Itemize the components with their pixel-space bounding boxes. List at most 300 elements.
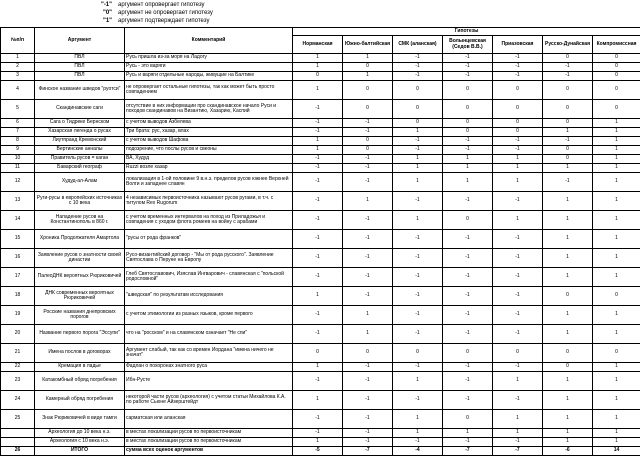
cell-comment[interactable]: подозрение, что послы русов и свеоны <box>125 146 293 155</box>
cell-score[interactable]: -1 <box>343 363 393 372</box>
cell-score[interactable]: 0 <box>443 410 493 429</box>
cell-argument[interactable]: ПВЛ <box>35 54 125 63</box>
cell-score[interactable]: 1 <box>543 164 593 173</box>
cell-score[interactable]: 1 <box>543 249 593 268</box>
cell-num[interactable]: 3 <box>1 72 35 81</box>
cell-argument[interactable]: Катакомбный обряд погребения <box>35 372 125 391</box>
cell-comment[interactable]: с учетом этимологии из разных языков, кроме первого <box>125 306 293 325</box>
cell-score[interactable]: 0 <box>543 100 593 119</box>
legend-key: "-1" <box>96 1 112 9</box>
cell-score[interactable]: 1 <box>343 54 393 63</box>
cell-score[interactable]: -1 <box>293 128 343 137</box>
cell-score[interactable]: 0 <box>593 100 640 119</box>
cell-score[interactable]: -1 <box>393 391 443 410</box>
cell-num[interactable]: 25 <box>1 410 35 429</box>
cell-score[interactable]: -1 <box>443 137 493 146</box>
header-comment[interactable]: Комментарий <box>125 28 293 54</box>
cell-score[interactable]: 1 <box>593 410 640 429</box>
cell-score[interactable]: 1 <box>593 146 640 155</box>
cell-score[interactable]: -1 <box>493 438 543 447</box>
cell-score[interactable]: -1 <box>293 268 343 287</box>
cell-score[interactable]: -1 <box>343 230 393 249</box>
cell-comment[interactable]: сарматская или аланская <box>125 410 293 429</box>
cell-score[interactable]: 0 <box>343 146 393 155</box>
cell-score[interactable]: 1 <box>543 211 593 230</box>
cell-score[interactable]: -5 <box>293 447 343 456</box>
cell-score[interactable]: -1 <box>443 192 493 211</box>
cell-score[interactable]: -1 <box>343 372 393 391</box>
cell-score[interactable]: 1 <box>493 155 543 164</box>
cell-argument[interactable]: Вертинские анналы <box>35 146 125 155</box>
cell-score[interactable]: 1 <box>593 249 640 268</box>
cell-comment[interactable]: в местах локализации русов по первоисточникам <box>125 429 293 438</box>
cell-score[interactable]: -1 <box>293 230 343 249</box>
cell-score[interactable]: -1 <box>443 54 493 63</box>
cell-num[interactable]: 20 <box>1 325 35 344</box>
cell-score[interactable]: 14 <box>593 447 640 456</box>
cell-score[interactable]: 1 <box>593 192 640 211</box>
cell-num[interactable]: 19 <box>1 306 35 325</box>
cell-argument[interactable]: Руги-русы в европейских источниках с 10 века <box>35 192 125 211</box>
cell-score[interactable]: 1 <box>393 372 443 391</box>
cell-score[interactable]: -1 <box>393 192 443 211</box>
cell-score[interactable]: 1 <box>493 164 543 173</box>
cell-num[interactable]: 26 <box>1 447 35 456</box>
cell-score[interactable]: 0 <box>543 287 593 306</box>
cell-score[interactable]: -1 <box>393 268 443 287</box>
cell-score[interactable]: -1 <box>493 54 543 63</box>
cell-score[interactable]: 1 <box>443 429 493 438</box>
cell-argument[interactable]: Худуд-ал-Алам <box>35 173 125 192</box>
cell-score[interactable]: 0 <box>493 100 543 119</box>
cell-score[interactable]: -4 <box>393 447 443 456</box>
header-hypothesis[interactable]: Южно-балтийская <box>343 36 393 54</box>
cell-score[interactable]: -1 <box>443 230 493 249</box>
cell-score[interactable]: -1 <box>343 211 393 230</box>
cell-argument[interactable]: Имена послов в договорах <box>35 344 125 363</box>
cell-argument[interactable]: Хазарская легенда о русах <box>35 128 125 137</box>
cell-num[interactable]: 15 <box>1 230 35 249</box>
cell-score[interactable]: -1 <box>443 287 493 306</box>
cell-argument[interactable]: ПВЛ <box>35 72 125 81</box>
cell-num[interactable] <box>1 429 35 438</box>
cell-score[interactable]: 0 <box>443 119 493 128</box>
table-row <box>1 100 640 119</box>
cell-score[interactable]: 0 <box>393 119 443 128</box>
cell-comment[interactable]: Ибн-Русте <box>125 372 293 391</box>
cell-score[interactable]: -1 <box>293 173 343 192</box>
cell-num[interactable]: 9 <box>1 146 35 155</box>
cell-argument[interactable]: ПалеоДНК вероятных Рюриковичей <box>35 268 125 287</box>
cell-num[interactable]: 5 <box>1 100 35 119</box>
cell-score[interactable]: -1 <box>393 54 443 63</box>
cell-score[interactable]: -1 <box>293 429 343 438</box>
cell-argument[interactable]: Археология с 10 века н.э. <box>35 438 125 447</box>
cell-comment[interactable]: Фадлан о похоронах знатного руса <box>125 363 293 372</box>
cell-num[interactable]: 10 <box>1 155 35 164</box>
cell-score[interactable]: 0 <box>343 100 393 119</box>
cell-score[interactable]: 1 <box>393 211 443 230</box>
cell-score[interactable]: 1 <box>593 438 640 447</box>
cell-score[interactable]: -1 <box>393 438 443 447</box>
cell-score[interactable]: -1 <box>293 119 343 128</box>
cell-score[interactable]: 0 <box>493 119 543 128</box>
cell-score[interactable]: 1 <box>543 192 593 211</box>
cell-score[interactable]: 0 <box>593 287 640 306</box>
cell-score[interactable]: 1 <box>493 211 543 230</box>
cell-num[interactable]: 14 <box>1 211 35 230</box>
cell-score[interactable]: -1 <box>343 438 393 447</box>
cell-score[interactable]: 1 <box>543 410 593 429</box>
cell-score[interactable]: 0 <box>543 363 593 372</box>
cell-argument[interactable]: ПВЛ <box>35 63 125 72</box>
cell-score[interactable]: -1 <box>293 410 343 429</box>
cell-score[interactable]: 1 <box>343 72 393 81</box>
cell-score[interactable]: 1 <box>593 363 640 372</box>
cell-score[interactable]: -1 <box>393 63 443 72</box>
cell-score[interactable]: 1 <box>543 325 593 344</box>
cell-comment[interactable]: Русь и варяги отдельные народы, живущие на Балтике <box>125 72 293 81</box>
cell-score[interactable]: 1 <box>293 54 343 63</box>
cell-score[interactable]: -1 <box>393 249 443 268</box>
cell-score[interactable]: -1 <box>443 306 493 325</box>
cell-score[interactable]: -1 <box>343 128 393 137</box>
cell-score[interactable]: 0 <box>443 81 493 100</box>
table-row <box>1 230 640 249</box>
cell-score[interactable]: 1 <box>593 128 640 137</box>
cell-score[interactable]: -1 <box>393 306 443 325</box>
cell-comment[interactable]: Русь - это варяги <box>125 63 293 72</box>
cell-score[interactable]: 1 <box>443 155 493 164</box>
table-row <box>1 306 640 325</box>
cell-num[interactable]: 1 <box>1 54 35 63</box>
cell-score[interactable]: 1 <box>293 81 343 100</box>
cell-score[interactable]: 1 <box>343 192 393 211</box>
cell-score[interactable]: 0 <box>543 155 593 164</box>
cell-score[interactable]: 0 <box>393 100 443 119</box>
cell-comment[interactable]: Русо-византийский договор - "Мы от рода русского". Заявление Святослава о Перуне на Европу <box>125 249 293 268</box>
cell-score[interactable]: -1 <box>543 173 593 192</box>
cell-score[interactable]: 1 <box>393 155 443 164</box>
cell-score[interactable]: -1 <box>393 137 443 146</box>
cell-score[interactable]: -1 <box>543 72 593 81</box>
cell-score[interactable]: 1 <box>593 429 640 438</box>
cell-score[interactable]: 0 <box>593 54 640 63</box>
cell-argument[interactable]: ДНК современных вероятных Рюриковичей <box>35 287 125 306</box>
cell-score[interactable]: -1 <box>493 391 543 410</box>
cell-comment[interactable]: что на "росском" и на славянском означает "Не спи" <box>125 325 293 344</box>
cell-score[interactable]: 0 <box>443 100 493 119</box>
cell-num[interactable]: 23 <box>1 372 35 391</box>
cell-score[interactable]: 1 <box>343 306 393 325</box>
cell-score[interactable]: 1 <box>593 325 640 344</box>
cell-score[interactable]: 1 <box>393 410 443 429</box>
header-hypothesis[interactable]: Волынцевская (Седов В.В.) <box>443 36 493 54</box>
cell-score[interactable]: 0 <box>593 72 640 81</box>
cell-score[interactable]: -1 <box>493 146 543 155</box>
cell-score[interactable]: -1 <box>443 325 493 344</box>
cell-score[interactable]: -1 <box>543 63 593 72</box>
cell-score[interactable]: -1 <box>343 119 393 128</box>
cell-num[interactable] <box>1 438 35 447</box>
cell-score[interactable]: 0 <box>593 63 640 72</box>
cell-score[interactable]: -6 <box>543 447 593 456</box>
cell-comment[interactable]: Аргумент слабый, так как со времен Иордана "имена ничего не значат" <box>125 344 293 363</box>
cell-score[interactable]: 0 <box>293 72 343 81</box>
cell-score[interactable]: 1 <box>593 391 640 410</box>
cell-score[interactable]: -1 <box>293 100 343 119</box>
cell-comment[interactable]: некоторой части русов (археология) с учетом статьи Михайлова К.А. по работе Сьюне Айзерштейдт <box>125 391 293 410</box>
cell-score[interactable]: 0 <box>393 344 443 363</box>
cell-comment[interactable]: сумма всех оценок аргументов <box>125 447 293 456</box>
cell-score[interactable]: -1 <box>493 249 543 268</box>
cell-argument[interactable]: Финское название шведов "руотси" <box>35 81 125 100</box>
cell-num[interactable]: 22 <box>1 363 35 372</box>
cell-comment[interactable]: отсутствие в них информации про скандинавское начало Руси и походов скандинавов на Византию, Хазарию, Каспий <box>125 100 293 119</box>
cell-score[interactable]: -1 <box>493 192 543 211</box>
cell-score[interactable]: 1 <box>493 410 543 429</box>
cell-score[interactable]: 0 <box>543 146 593 155</box>
cell-score[interactable]: 0 <box>543 119 593 128</box>
cell-score[interactable]: 1 <box>393 164 443 173</box>
cell-num[interactable]: 16 <box>1 249 35 268</box>
table-row <box>1 363 640 372</box>
cell-score[interactable]: 1 <box>293 63 343 72</box>
cell-score[interactable]: 1 <box>593 164 640 173</box>
cell-num[interactable]: 7 <box>1 128 35 137</box>
cell-score[interactable]: 0 <box>393 81 443 100</box>
cell-score[interactable]: 1 <box>543 230 593 249</box>
cell-comment[interactable]: с учетом выводов Азбелева <box>125 119 293 128</box>
cell-score[interactable]: -1 <box>343 429 393 438</box>
cell-argument[interactable]: Хроника Продолжателя Амартола <box>35 230 125 249</box>
cell-score[interactable]: -1 <box>443 438 493 447</box>
cell-score[interactable]: 0 <box>543 81 593 100</box>
cell-score[interactable]: -1 <box>293 372 343 391</box>
cell-score[interactable]: -1 <box>393 363 443 372</box>
cell-score[interactable]: 1 <box>543 128 593 137</box>
cell-score[interactable]: -7 <box>343 447 393 456</box>
cell-score[interactable]: -1 <box>493 137 543 146</box>
cell-score[interactable]: -1 <box>393 325 443 344</box>
cell-num[interactable]: 4 <box>1 81 35 100</box>
cell-score[interactable]: 1 <box>393 429 443 438</box>
cell-score[interactable]: -1 <box>443 391 493 410</box>
cell-num[interactable]: 8 <box>1 137 35 146</box>
cell-score[interactable]: -1 <box>343 164 393 173</box>
cell-score[interactable]: -1 <box>493 268 543 287</box>
cell-score[interactable]: -1 <box>293 155 343 164</box>
cell-score[interactable]: -1 <box>343 410 393 429</box>
header-num[interactable]: №п/п <box>1 28 35 54</box>
cell-comment[interactable]: Три брата: рус, хазар, влах <box>125 128 293 137</box>
cell-num[interactable]: 17 <box>1 268 35 287</box>
cell-comment[interactable]: "шведская" по результатам исследования <box>125 287 293 306</box>
cell-score[interactable]: -1 <box>293 325 343 344</box>
cell-num[interactable]: 24 <box>1 391 35 410</box>
cell-score[interactable]: -1 <box>393 146 443 155</box>
cell-argument[interactable]: Баварский географ <box>35 164 125 173</box>
header-argument[interactable]: Аргумент <box>35 28 125 54</box>
cell-comment[interactable]: локализация в 1-ой половине 9 в.н.э. пределов русов южнее Верхней Волги и западнее славян <box>125 173 293 192</box>
cell-score[interactable]: 0 <box>493 344 543 363</box>
cell-score[interactable]: 1 <box>593 211 640 230</box>
cell-score[interactable]: 1 <box>543 268 593 287</box>
cell-num[interactable]: 12 <box>1 173 35 192</box>
cell-score[interactable]: -1 <box>443 363 493 372</box>
cell-score[interactable]: 1 <box>543 438 593 447</box>
cell-score[interactable]: -1 <box>293 306 343 325</box>
header-hypotheses-group[interactable]: Гипотезы <box>293 28 640 36</box>
cell-score[interactable]: 1 <box>593 372 640 391</box>
cell-score[interactable]: 0 <box>543 54 593 63</box>
cell-argument[interactable]: Знак Рюриковичей в виде тамги <box>35 410 125 429</box>
cell-score[interactable]: 1 <box>593 155 640 164</box>
cell-score[interactable]: -1 <box>343 287 393 306</box>
cell-comment[interactable]: не опровергает остальные гипотезы, так как может быть просто совпадением <box>125 81 293 100</box>
cell-score[interactable]: -1 <box>443 72 493 81</box>
cell-comment[interactable]: 4 независимых первоисточника называют русов ругами, в т.ч. с титулом Rex Rugorum <box>125 192 293 211</box>
cell-comment[interactable]: Ruzzi возле хазар <box>125 164 293 173</box>
cell-score[interactable]: 1 <box>543 391 593 410</box>
cell-score[interactable]: 1 <box>593 268 640 287</box>
cell-num[interactable]: 13 <box>1 192 35 211</box>
cell-score[interactable]: 0 <box>593 344 640 363</box>
cell-score[interactable]: 1 <box>493 173 543 192</box>
cell-score[interactable]: -1 <box>343 249 393 268</box>
cell-score[interactable]: -1 <box>493 306 543 325</box>
cell-num[interactable]: 21 <box>1 344 35 363</box>
cell-argument[interactable]: Камерный обряд погребения <box>35 391 125 410</box>
cell-argument[interactable]: Лиутпранд Кремонский <box>35 137 125 146</box>
table-row <box>1 63 640 72</box>
cell-argument[interactable]: Росские названия днепровских порогов <box>35 306 125 325</box>
cell-argument[interactable]: Название первого порога "Эссупи" <box>35 325 125 344</box>
cell-score[interactable]: 1 <box>543 372 593 391</box>
cell-score[interactable]: 1 <box>593 306 640 325</box>
cell-score[interactable]: -1 <box>493 63 543 72</box>
cell-score[interactable]: -1 <box>343 391 393 410</box>
cell-score[interactable]: 1 <box>593 137 640 146</box>
cell-num[interactable]: 18 <box>1 287 35 306</box>
total-row <box>1 447 640 456</box>
cell-score[interactable]: -1 <box>493 325 543 344</box>
cell-score[interactable]: 1 <box>293 146 343 155</box>
cell-score[interactable]: 0 <box>343 63 393 72</box>
header-hypothesis[interactable]: Компромиссная <box>593 36 640 54</box>
cell-argument[interactable]: Кремация в ладье <box>35 363 125 372</box>
cell-score[interactable]: 1 <box>593 230 640 249</box>
cell-score[interactable]: -1 <box>493 363 543 372</box>
cell-argument[interactable]: Нападение русов на Константинополь в 860 г. <box>35 211 125 230</box>
cell-score[interactable]: -1 <box>393 230 443 249</box>
cell-score[interactable]: 1 <box>443 164 493 173</box>
cell-comment[interactable]: Русь пришла из-за моря на Ладогу <box>125 54 293 63</box>
cell-score[interactable]: 1 <box>343 325 393 344</box>
cell-score[interactable]: -7 <box>493 447 543 456</box>
cell-score[interactable]: 0 <box>343 344 393 363</box>
cell-score[interactable]: 1 <box>393 173 443 192</box>
header-hypothesis[interactable]: Норманская <box>293 36 343 54</box>
cell-score[interactable]: 1 <box>293 287 343 306</box>
cell-score[interactable]: 1 <box>543 306 593 325</box>
cell-score[interactable]: 1 <box>293 438 343 447</box>
cell-score[interactable]: 1 <box>293 391 343 410</box>
cell-score[interactable]: -1 <box>293 211 343 230</box>
cell-comment[interactable]: Глеб Святославович, Изяслав Ингварович - славянская с "польской родословной" <box>125 268 293 287</box>
cell-score[interactable]: -1 <box>393 72 443 81</box>
cell-score[interactable]: 0 <box>493 128 543 137</box>
cell-score[interactable]: -1 <box>343 268 393 287</box>
cell-score[interactable]: 0 <box>443 344 493 363</box>
cell-score[interactable]: -1 <box>443 146 493 155</box>
cell-score[interactable]: 0 <box>443 211 493 230</box>
cell-score[interactable]: 0 <box>493 81 543 100</box>
header-hypothesis[interactable]: Приазовская <box>493 36 543 54</box>
cell-num[interactable]: 6 <box>1 119 35 128</box>
cell-comment[interactable]: с учетом временных интервалов на поход из Приладожья и совпадения с уходом флота ромеев на войну с арабами <box>125 211 293 230</box>
cell-score[interactable]: -1 <box>443 372 493 391</box>
cell-score[interactable]: -1 <box>443 249 493 268</box>
cell-num[interactable]: 11 <box>1 164 35 173</box>
cell-comment[interactable]: в местах локализации русов по первоисточникам <box>125 438 293 447</box>
cell-num[interactable]: 2 <box>1 63 35 72</box>
cell-comment[interactable]: "русы от рода франков" <box>125 230 293 249</box>
table-row <box>1 438 640 447</box>
cell-score[interactable]: 0 <box>343 81 393 100</box>
cell-score[interactable]: -1 <box>493 230 543 249</box>
header-hypothesis[interactable]: Русско-Дунайская <box>543 36 593 54</box>
cell-comment[interactable]: с учетом выводов Шафова <box>125 137 293 146</box>
cell-argument[interactable]: Заявление русов о знатности своей династии <box>35 249 125 268</box>
cell-score[interactable]: -1 <box>293 164 343 173</box>
cell-score[interactable]: -1 <box>393 287 443 306</box>
cell-score[interactable]: 1 <box>543 429 593 438</box>
cell-score[interactable]: -1 <box>443 63 493 72</box>
cell-comment[interactable]: ВА, Худуд <box>125 155 293 164</box>
cell-score[interactable]: 1 <box>443 173 493 192</box>
cell-argument[interactable]: Археология до 10 века н.э. <box>35 429 125 438</box>
cell-score[interactable]: -1 <box>443 268 493 287</box>
table-row <box>1 146 640 155</box>
cell-score[interactable]: 0 <box>343 137 393 146</box>
cell-score[interactable]: 0 <box>443 128 493 137</box>
cell-score[interactable]: 1 <box>593 119 640 128</box>
cell-score[interactable]: 1 <box>493 372 543 391</box>
cell-score[interactable]: -1 <box>293 249 343 268</box>
cell-score[interactable]: 1 <box>493 429 543 438</box>
cell-argument[interactable]: Сага о Тидреке Бернском <box>35 119 125 128</box>
cell-score[interactable]: 0 <box>293 344 343 363</box>
cell-score[interactable]: -1 <box>493 72 543 81</box>
cell-score[interactable]: -1 <box>343 173 393 192</box>
cell-score[interactable]: 1 <box>293 137 343 146</box>
cell-score[interactable]: -1 <box>493 287 543 306</box>
header-hypothesis[interactable]: СМК (аланская) <box>393 36 443 54</box>
cell-score[interactable]: -1 <box>343 155 393 164</box>
cell-score[interactable]: 0 <box>593 81 640 100</box>
cell-score[interactable]: 0 <box>543 344 593 363</box>
cell-score[interactable]: -1 <box>543 137 593 146</box>
cell-score[interactable]: -7 <box>443 447 493 456</box>
cell-score[interactable]: 1 <box>393 128 443 137</box>
cell-argument[interactable]: ИТОГО <box>35 447 125 456</box>
cell-score[interactable]: -1 <box>293 192 343 211</box>
cell-argument[interactable]: Правитель русов = каган <box>35 155 125 164</box>
cell-score[interactable]: 1 <box>593 173 640 192</box>
cell-argument[interactable]: Скандинавские саги <box>35 100 125 119</box>
cell-score[interactable]: 1 <box>293 363 343 372</box>
